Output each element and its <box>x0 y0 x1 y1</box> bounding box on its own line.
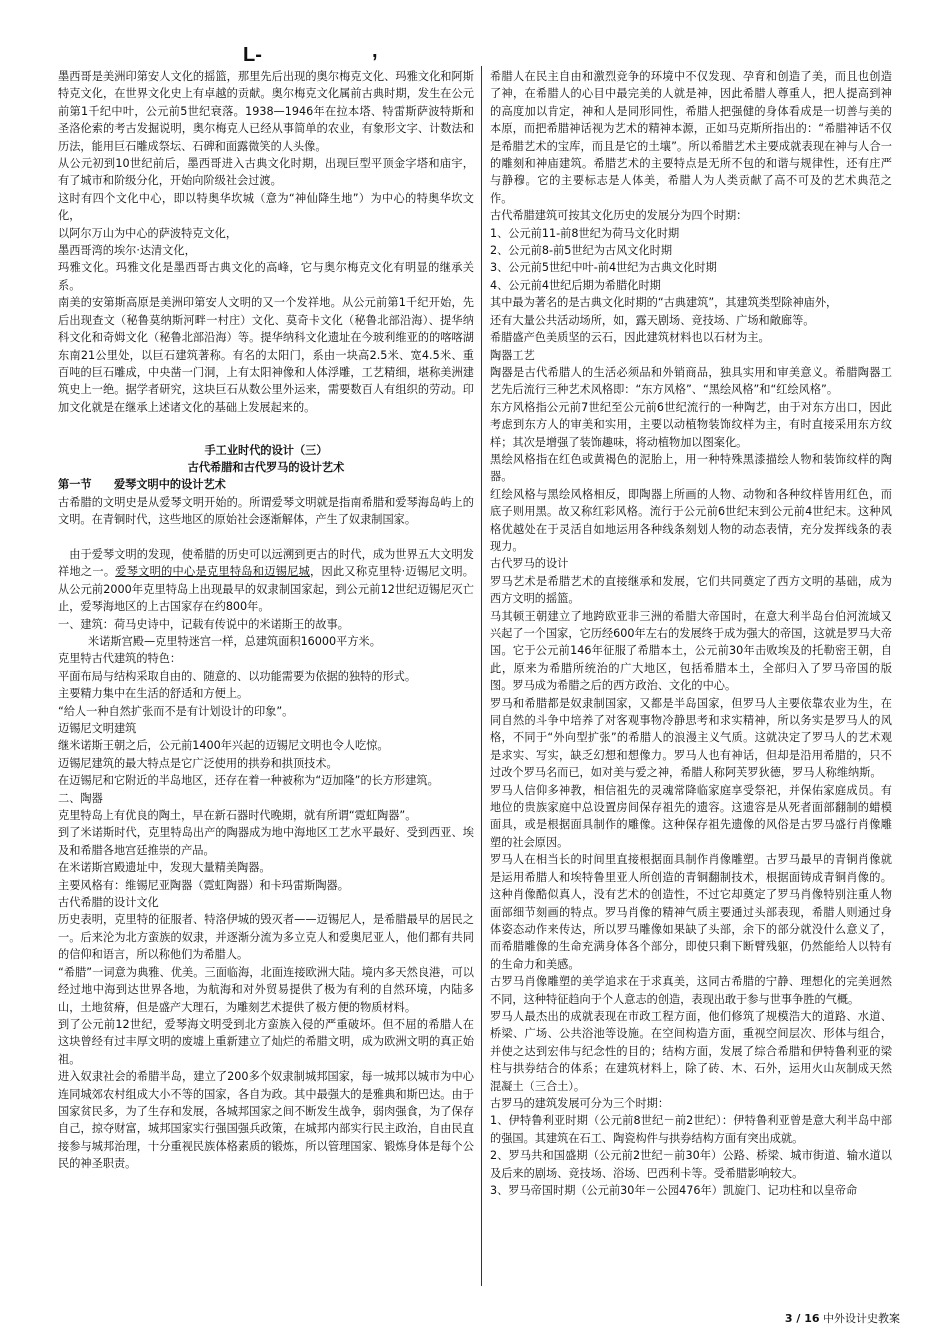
paragraph: 陶器工艺 <box>490 348 535 362</box>
left-column <box>58 68 474 1173</box>
paragraph: 马其顿王朝建立了地跨欧亚非三洲的希腊大帝国时，在意大利半岛台伯河流域又兴起了一个国家，它历经600年左右的发展终于成为强大的帝国，这就是罗马大帝国。它于公元前146年征服了希腊本土，公元前30年击败埃及的托勒密王朝，自此，原来为希腊所统治的广大地区，包括希腊本土，全部归入了罗马帝国的版图。罗马成为希腊之后的西方政治、文化的中心。 <box>490 609 892 693</box>
paragraph: 迈锡尼文明建筑 <box>58 722 137 735</box>
list-item: 4、公元前4世纪后期为希腊化时期 <box>490 278 661 292</box>
right-column <box>490 68 892 1199</box>
paragraph: 古代希腊建筑可按其文化历史的发展分为四个时期： <box>490 209 748 223</box>
list-item: 1、伊特鲁利亚时期（公元前8世纪－前2世纪）：伊特鲁利亚曾是意大利半岛中部的强国。其建筑在石工、陶瓷构件与拱券结构方面有突出成就。 <box>490 1114 892 1145</box>
paragraph: 罗马人在相当长的时间里直接根据面具制作肖像雕塑。古罗马最早的青铜肖像就是运用希腊人和埃特鲁里亚人所创造的青铜翻制技术，根据面铸成青铜肖像的。这种肖像酷似真人，没有艺术的创造性，不过它却奠定了罗马肖像特别注重人物面部细节刻画的特点。罗马肖像的精神气质主要通过头部表现，希腊人则通过身体姿态动作来传达，所以罗马雕像如果缺了头部，余下的部分就没什么意义了，而希腊雕像的生命充满身体各个部分，即使只剩下断臂残躯，仍然能给人以特有的生命力和美感。 <box>490 853 892 971</box>
paragraph <box>58 546 474 616</box>
paragraph: “希腊”一词意为典雅、优美。三面临海，北面连接欧洲大陆。境内多天然良港，可以经过地中海到达世界各地，为航海和对外贸易提供了极为有利的自然环境，内陆多山，土地贫瘠，但是盛产大理石，为雕刻艺术提供了极方便的物质材料。 <box>58 965 474 1014</box>
paragraph: 在迈锡尼和它附近的半岛地区，还存在着一种被称为“迈加隆”的长方形建筑。 <box>58 774 439 788</box>
list-item: 1、公元前11-前8世纪为荷马文化时期 <box>490 226 680 240</box>
underlined-text: 爱琴文明的中心是克里特岛和迈锡尼城 <box>115 565 311 579</box>
paragraph: 到了米诺斯时代，克里特岛出产的陶器成为地中海地区工艺水平最好、受到西亚、埃及和希腊各地宫廷推崇的产品。 <box>58 826 474 857</box>
paragraph: 墨西哥是美洲印第安人文化的摇篮，那里先后出现的奥尔梅克文化、玛雅文化和阿斯特克文化，在世界文化史上有卓越的贡献。奥尔梅克文化属前古典时期，发生在公元前第1千纪中叶，公元前5世纪衰落。1938—1946年在拉本塔、特雷斯萨波特斯和圣洛伦索的考古发掘说明，奥尔梅克人已经从事简单的农业，有象形文字、计数法和历法，能用巨石雕成祭坛、石碑和面露微笑的人头像。 <box>58 70 474 153</box>
paragraph: 罗马艺术是希腊艺术的直接继承和发展，它们共同奠定了西方文明的基础，成为西方文明的摇篮。 <box>490 574 892 606</box>
paragraph: 东方风格指公元前7世纪至公元前6世纪流行的一种陶艺，由于对东方出口，因此考虑到东方人的审美和实用，主要以动植物装饰纹样为主，有时直接采用东方纹样；其次是增强了装饰趣味，将动植物加以图案化。 <box>490 400 892 449</box>
page-number: 3 / 16 <box>784 1312 820 1325</box>
paragraph: “给人一种自然扩张而不是有计划设计的印象”。 <box>58 704 294 718</box>
section-heading: 第一节 爱琴文明中的设计艺术 <box>58 478 226 492</box>
paragraph: 希腊盛产色美质坚的云石，因此建筑材料也以石材为主。 <box>490 331 770 345</box>
paragraph: 二、陶器 <box>58 791 103 805</box>
paragraph: 南美的安第斯高原是美洲印第安人文明的又一个发祥地。从公元前第1千纪开始，先后出现查文（秘鲁莫纳斯河畔一村庄）文化、莫奇卡文化（秘鲁北部沿海）、提华纳科文化和奇姆文化（秘鲁北部沿海）等。提华纳科文化遗址在今玻利维亚的的喀喀湖东南21公里处，以巨石建筑著称。有名的太阳门，系由一块高2.5米、宽4.5米、重百吨的巨石雕成，中央凿一门洞，上有太阳神像和人体浮雕，工艺精细，堪称美洲建筑史上一绝。据学者研究，这块巨石从数公里外运来，需要数百人有组织的劳动。印加文化就是在继承上述诸文化的基础上发展起来的。 <box>58 296 474 414</box>
text-run: ，因此又称克里特·迈锡尼文明。从公元前2000年克里特岛上出现最早的奴隶制国家起，到公元前12世纪迈锡尼灭亡止，爱琴海地区的上古国家存在约800年。 <box>58 565 474 614</box>
paragraph: 红绘风格与黑绘风格相反，即陶器上所画的人物、动物和各种纹样皆用红色，而底子则用黑。故又称红彩风格。流行于公元前6世纪末到公元前4世纪末。这种风格优越处在于灵活自如地运用各种线条刻划人物的动态表情，充分发挥线条的表现力。 <box>490 487 892 553</box>
paragraph: 主要精力集中在生活的舒适和方便上。 <box>58 687 249 701</box>
paragraph: 陶器是古代希腊人的生活必须品和外销商品，独具实用和审美意义。希腊陶器工艺先后流行三种艺术风格即：“东方风格”、“黑绘风格”和“红绘风格”。 <box>490 365 892 397</box>
page-header <box>0 40 950 68</box>
chapter-subtitle: 古代希腊和古代罗马的设计艺术 <box>187 460 345 474</box>
header-mark: , <box>372 40 378 62</box>
paragraph: 墨西哥湾的埃尔·达清文化， <box>58 244 196 258</box>
paragraph: 希腊人在民主自由和激烈竞争的环境中不仅发现、孕育和创造了美，而且也创造了神，在希腊人的心目中最完美的人就是神，因此希腊人尊重人，把人提高到神的高度加以肯定，神和人是同形同性，希腊人把强健的身体看成是一切善与美的本原，而把希腊神话视为艺术的精神本源，正如马克斯所指出的：“希腊神话不仅是希腊艺术的宝库，而且是它的土壤”。所以希腊艺术主要成就表现在神与人合一的雕刻和神庙建筑。希腊艺术的主要特点是无所不包的和谐与规律性，还有庄严与静穆。它的主要标志是人体美，希腊人为人类贡献了高不可及的艺术典范之作。 <box>490 70 892 205</box>
list-item: 3、公元前5世纪中叶-前4世纪为古典文化时期 <box>490 261 717 275</box>
paragraph: 其中最为著名的是古典文化时期的“古典建筑”，其建筑类型除神庙外， <box>490 296 838 310</box>
paragraph: 古罗马肖像雕塑的美学追求在于求真美，这同古希腊的宁静、理想化的完美迥然不同，这种特征趋向于个人意志的创造，表现出敢于参与世事争胜的气概。 <box>490 975 892 1006</box>
paragraph: 古罗马的建筑发展可分为三个时期： <box>490 1096 670 1110</box>
paragraph: 罗马人最杰出的成就表现在市政工程方面，他们修筑了规模浩大的道路、水道、桥梁、广场、公共浴池等设施。在空间构造方面，重视空间层次、形体与组合，并使之达到宏伟与纪念性的目的；结构方面，发展了综合希腊和伊特鲁利亚的梁柱与拱券结合的体系；在建筑材料上，除了砖、木、石外，运用火山灰制成天然混凝土（三合土）。 <box>490 1009 892 1093</box>
paragraph: 继米诺斯王朝之后，公元前1400年兴起的迈锡尼文明也令人吃惊。 <box>58 739 389 753</box>
paragraph: 古希腊的文明史是从爱琴文明开始的。所谓爱琴文明就是指南希腊和爱琴海岛屿上的文明。在青铜时代，这些地区的原始社会逐渐解体，产生了奴隶制国家。 <box>58 495 474 527</box>
paragraph: 平面布局与结构采取自由的、随意的、以功能需要为依据的独特的形式。 <box>58 669 417 683</box>
document-title: 中外设计史教案 <box>823 1312 900 1325</box>
paragraph: 这时有四个文化中心，即以特奥华坎城（意为“神仙降生地”）为中心的特奥华坎文化， <box>58 191 474 223</box>
paragraph: 在米诺斯宫殿遗址中，发现大量精美陶器。 <box>58 861 271 875</box>
paragraph: 还有大量公共活动场所，如，露天剧场、竞技场、广场和敞廊等。 <box>490 313 815 327</box>
chapter-title: 手工业时代的设计（三） <box>204 443 328 457</box>
paragraph: 历史表明，克里特的征服者、特洛伊城的毁灭者——迈锡尼人，是希腊最早的居民之一。后来沦为北方蛮族的奴隶，并逐渐分流为多立克人和爱奥尼亚人，他们都有共同的信仰和语言，所以称他们为希腊人。 <box>58 913 474 962</box>
list-item: 3、罗马帝国时期（公元前30年－公园476年）凯旋门、记功柱和以皇帝命 <box>490 1184 858 1197</box>
list-item: 2、罗马共和国盛期（公元前2世纪－前30年）公路、桥梁、城市街道、输水道以及后来的剧场、竞技场、浴场、巴西利卡等。受希腊影响较大。 <box>490 1149 892 1180</box>
paragraph: 进入奴隶社会的希腊半岛，建立了200多个奴隶制城邦国家，每一城邦以城市为中心连同城郊农村组成大小不等的国家，各自为政。其中最强大的是雅典和斯巴达。由于国家贫民多，为了生存和发展，各城邦国家之间不断发生战争，弱肉强食，为了保存自己，掠夺财富，城邦国家实行强国强兵政策，在城邦内部实行民主政治，自由民直接参与城邦治理，十分重视民族体格素质的锻炼，所以管理国家、锻炼身体是每个公民的神圣职责。 <box>58 1070 474 1171</box>
paragraph: 罗马和希腊都是奴隶制国家，又都是半岛国家，但罗马人主要依靠农业为生，在同自然的斗争中培养了对客观事物冷静思考和求实精神，所以务实是罗马人的风格，不同于“外向型扩张”的希腊人的浪漫主义气质。这就决定了罗马人的艺术观是求实、写实，缺乏幻想和想像力。罗马人也有神话，但却是沿用希腊的，只不过改个罗马名而已，如对美与爱之神，希腊人称阿芙罗狄德，罗马人称维纳斯。 <box>490 696 892 780</box>
paragraph: 古代罗马的设计 <box>490 557 569 571</box>
paragraph: 以阿尔万山为中心的萨波特克文化， <box>58 226 238 240</box>
page-footer <box>700 1310 900 1326</box>
text-run: 由于爱琴文明的发现，使希腊的历史可以远溯到更古的时代，成为世界五大文明发祥地之一。 <box>58 547 474 579</box>
paragraph: 黑绘风格指在红色或黄褐色的泥胎上，用一种特殊黑漆描绘人物和装饰纹样的陶器。 <box>490 452 892 484</box>
paragraph: 克里特古代建筑的特色： <box>58 652 182 666</box>
paragraph: 克里特岛上有优良的陶土，早在新石器时代晚期，就有所谓“霓虹陶器”。 <box>58 809 417 823</box>
paragraph: 主要风格有：维锡尼亚陶器（霓虹陶器）和卡玛雷斯陶器。 <box>58 878 349 892</box>
header-mark: L- <box>243 44 262 66</box>
paragraph: 一、建筑：荷马史诗中，记载有传说中的米诺斯王的故事。 <box>58 617 349 631</box>
paragraph: 玛雅文化。玛雅文化是墨西哥古典文化的高峰，它与奥尔梅克文化有明显的继承关系。 <box>58 261 474 292</box>
paragraph: 到了公元前12世纪，爱琴海文明受到北方蛮族入侵的严重破坏。但不屈的希腊人在这块曾经有过丰厚文明的废墟上重新建立了灿烂的希腊文明，成为欧洲文明的真正始祖。 <box>58 1017 474 1066</box>
column-divider <box>481 66 482 1286</box>
paragraph: 从公元初到10世纪前后，墨西哥进入古典文化时期，出现巨型平顶金字塔和庙宇，有了城市和阶级分化，开始向阶级社会过渡。 <box>58 157 474 188</box>
paragraph: 古代希腊的设计文化 <box>58 896 159 910</box>
list-item: 2、公元前8-前5世纪为古风文化时期 <box>490 244 673 258</box>
paragraph: 迈锡尼建筑的最大特点是它广泛使用的拱券和拱顶技术。 <box>58 756 338 770</box>
paragraph: 米诺斯宫殿—克里特迷宫一样，总建筑面积16000平方米。 <box>88 634 381 648</box>
paragraph: 罗马人信仰多神教，相信祖先的灵魂常降临家庭享受祭祀，并保佑家庭成员。有地位的贵族家庭中总设置房间保存祖先的遗容。这遗容是从死者面部翻制的蜡模面具，或是根据面具制作的雕像。这种保存祖先遗像的风俗是古罗马盛行肖像雕塑的社会原因。 <box>490 783 892 849</box>
